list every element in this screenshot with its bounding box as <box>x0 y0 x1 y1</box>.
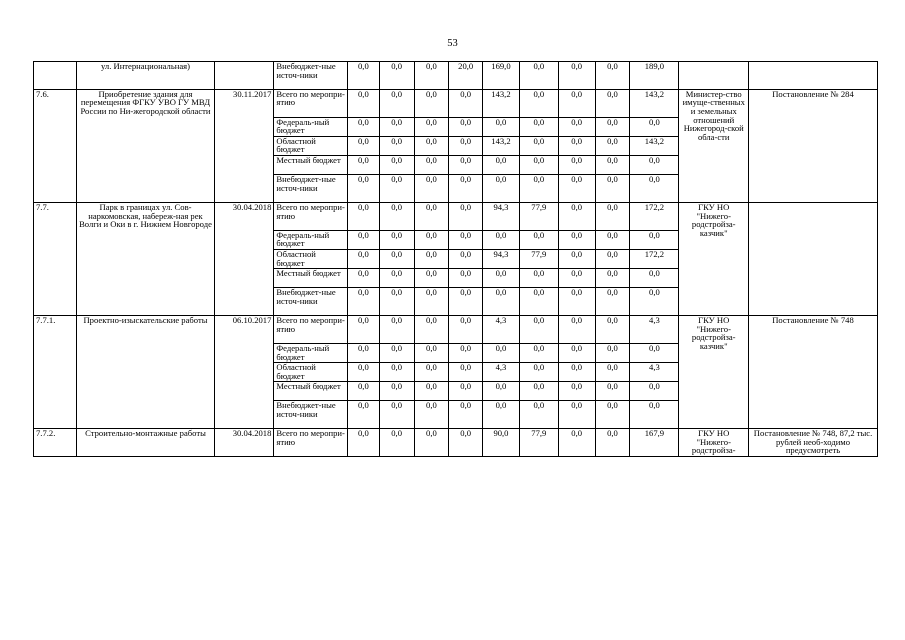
value-cell: 0,0 <box>519 382 558 401</box>
value-cell: 0,0 <box>449 401 483 429</box>
value-cell: 0,0 <box>348 155 380 174</box>
value-cell: 0,0 <box>379 89 414 117</box>
value-cell: 0,0 <box>449 363 483 382</box>
value-cell: 0,0 <box>379 288 414 316</box>
value-cell: 0,0 <box>414 155 449 174</box>
value-cell: 0,0 <box>414 117 449 136</box>
value-cell: 0,0 <box>348 316 380 344</box>
value-cell: 0,0 <box>449 288 483 316</box>
item-date <box>215 62 274 90</box>
value-cell: 0,0 <box>630 155 679 174</box>
value-cell: 0,0 <box>414 62 449 90</box>
value-cell: 0,0 <box>348 249 380 268</box>
value-cell: 0,0 <box>483 155 520 174</box>
value-cell: 172,2 <box>630 202 679 230</box>
value-cell: 0,0 <box>630 269 679 288</box>
value-cell: 0,0 <box>595 175 630 203</box>
table-row <box>34 89 878 117</box>
value-cell: 0,0 <box>558 249 595 268</box>
value-cell: 0,0 <box>630 230 679 249</box>
value-cell: 0,0 <box>558 202 595 230</box>
value-cell: 0,0 <box>379 343 414 362</box>
value-cell: 20,0 <box>449 62 483 90</box>
funding-source: Всего по меропри-ятию <box>274 202 348 230</box>
value-cell: 143,2 <box>630 136 679 155</box>
value-cell: 0,0 <box>519 343 558 362</box>
value-cell: 0,0 <box>483 230 520 249</box>
value-cell: 0,0 <box>558 62 595 90</box>
value-cell: 0,0 <box>630 382 679 401</box>
value-cell: 0,0 <box>595 230 630 249</box>
item-date: 30.04.2018 <box>215 429 274 457</box>
value-cell: 4,3 <box>483 363 520 382</box>
value-cell: 0,0 <box>483 175 520 203</box>
item-number <box>34 62 77 90</box>
value-cell: 0,0 <box>449 175 483 203</box>
value-cell: 0,0 <box>519 175 558 203</box>
value-cell: 0,0 <box>379 249 414 268</box>
value-cell: 0,0 <box>379 316 414 344</box>
value-cell: 0,0 <box>414 175 449 203</box>
value-cell: 0,0 <box>519 155 558 174</box>
value-cell: 0,0 <box>519 363 558 382</box>
value-cell: 0,0 <box>519 316 558 344</box>
value-cell: 0,0 <box>483 288 520 316</box>
value-cell: 0,0 <box>379 175 414 203</box>
table-row <box>34 429 878 457</box>
value-cell: 0,0 <box>519 117 558 136</box>
funding-source: Местный бюджет <box>274 382 348 401</box>
value-cell: 0,0 <box>595 316 630 344</box>
document-ref: Постановление № 748 <box>749 316 878 429</box>
executor: Министер-ство имуще-ственных и земельных отношений Нижегород-ской обла-сти <box>679 89 749 202</box>
value-cell: 0,0 <box>630 175 679 203</box>
value-cell: 0,0 <box>379 62 414 90</box>
value-cell: 0,0 <box>483 343 520 362</box>
value-cell: 0,0 <box>414 343 449 362</box>
value-cell: 0,0 <box>379 429 414 457</box>
value-cell: 0,0 <box>595 363 630 382</box>
item-name: ул. Интернациональная) <box>76 62 214 90</box>
value-cell: 0,0 <box>630 117 679 136</box>
value-cell: 0,0 <box>595 62 630 90</box>
value-cell: 77,9 <box>519 249 558 268</box>
value-cell: 0,0 <box>519 269 558 288</box>
executor: ГКУ НО "Нижего-родстройза-казчик" <box>679 316 749 429</box>
value-cell: 0,0 <box>449 230 483 249</box>
value-cell: 0,0 <box>414 401 449 429</box>
value-cell: 0,0 <box>519 136 558 155</box>
value-cell: 0,0 <box>449 117 483 136</box>
value-cell: 169,0 <box>483 62 520 90</box>
value-cell: 0,0 <box>449 249 483 268</box>
value-cell: 4,3 <box>630 363 679 382</box>
executor <box>679 62 749 90</box>
funding-source: Местный бюджет <box>274 269 348 288</box>
value-cell: 0,0 <box>519 401 558 429</box>
value-cell: 0,0 <box>449 429 483 457</box>
item-number: 7.7. <box>34 202 77 315</box>
value-cell: 167,9 <box>630 429 679 457</box>
value-cell: 0,0 <box>595 155 630 174</box>
item-number: 7.7.1. <box>34 316 77 429</box>
value-cell: 0,0 <box>348 363 380 382</box>
value-cell: 0,0 <box>379 202 414 230</box>
funding-source: Областной бюджет <box>274 363 348 382</box>
item-date: 30.11.2017 <box>215 89 274 202</box>
value-cell: 0,0 <box>379 136 414 155</box>
item-name: Парк в границах ул. Сов-наркомовская, набереж-ная рек Волги и Оки в г. Нижнем Новгороде <box>76 202 214 315</box>
value-cell: 0,0 <box>414 429 449 457</box>
value-cell: 0,0 <box>414 316 449 344</box>
value-cell: 0,0 <box>519 89 558 117</box>
value-cell: 0,0 <box>558 429 595 457</box>
table-row <box>34 316 878 344</box>
value-cell: 0,0 <box>558 269 595 288</box>
funding-source: Внебюджет-ные источ-ники <box>274 288 348 316</box>
value-cell: 0,0 <box>379 230 414 249</box>
value-cell: 94,3 <box>483 202 520 230</box>
item-number: 7.7.2. <box>34 429 77 457</box>
value-cell: 0,0 <box>449 202 483 230</box>
executor: ГКУ НО "Нижего-родстройза- <box>679 429 749 457</box>
value-cell: 0,0 <box>595 343 630 362</box>
value-cell: 0,0 <box>595 269 630 288</box>
value-cell: 0,0 <box>558 117 595 136</box>
item-name: Приобретение здания для перемещения ФГКУ УВО ГУ МВД России по Ни-жегородской области <box>76 89 214 202</box>
value-cell: 0,0 <box>414 202 449 230</box>
value-cell: 0,0 <box>379 269 414 288</box>
value-cell: 0,0 <box>595 249 630 268</box>
funding-source: Федераль-ный бюджет <box>274 230 348 249</box>
value-cell: 0,0 <box>449 316 483 344</box>
funding-source: Областной бюджет <box>274 136 348 155</box>
value-cell: 0,0 <box>379 401 414 429</box>
value-cell: 0,0 <box>449 382 483 401</box>
value-cell: 0,0 <box>595 401 630 429</box>
value-cell: 0,0 <box>558 363 595 382</box>
item-number: 7.6. <box>34 89 77 202</box>
value-cell: 0,0 <box>414 249 449 268</box>
value-cell: 0,0 <box>348 202 380 230</box>
funding-source: Всего по меропри-ятию <box>274 89 348 117</box>
document-ref <box>749 202 878 315</box>
value-cell: 0,0 <box>414 288 449 316</box>
item-date: 06.10.2017 <box>215 316 274 429</box>
item-name: Проектно-изыскательские работы <box>76 316 214 429</box>
value-cell: 94,3 <box>483 249 520 268</box>
funding-source: Внебюджет-ные источ-ники <box>274 62 348 90</box>
value-cell: 0,0 <box>558 155 595 174</box>
value-cell: 77,9 <box>519 202 558 230</box>
funding-table <box>33 61 878 457</box>
value-cell: 0,0 <box>483 401 520 429</box>
value-cell: 0,0 <box>449 89 483 117</box>
value-cell: 0,0 <box>595 89 630 117</box>
funding-source: Всего по меропри-ятию <box>274 429 348 457</box>
value-cell: 0,0 <box>449 343 483 362</box>
value-cell: 0,0 <box>483 382 520 401</box>
funding-source: Федераль-ный бюджет <box>274 343 348 362</box>
value-cell: 0,0 <box>348 429 380 457</box>
table-row <box>34 62 878 90</box>
value-cell: 0,0 <box>558 401 595 429</box>
value-cell: 0,0 <box>595 288 630 316</box>
value-cell: 90,0 <box>483 429 520 457</box>
item-name: Строительно-монтажные работы <box>76 429 214 457</box>
value-cell: 0,0 <box>414 89 449 117</box>
value-cell: 0,0 <box>558 382 595 401</box>
value-cell: 0,0 <box>483 269 520 288</box>
funding-source: Местный бюджет <box>274 155 348 174</box>
document-ref: Постановление № 748, 87,2 тыс. рублей необ-ходимо предусмотреть <box>749 429 878 457</box>
value-cell: 0,0 <box>379 155 414 174</box>
value-cell: 0,0 <box>595 202 630 230</box>
value-cell: 0,0 <box>449 155 483 174</box>
value-cell: 0,0 <box>558 89 595 117</box>
value-cell: 0,0 <box>348 343 380 362</box>
value-cell: 143,2 <box>630 89 679 117</box>
value-cell: 172,2 <box>630 249 679 268</box>
value-cell: 0,0 <box>414 363 449 382</box>
value-cell: 0,0 <box>449 269 483 288</box>
item-date: 30.04.2018 <box>215 202 274 315</box>
funding-source: Внебюджет-ные источ-ники <box>274 401 348 429</box>
value-cell: 0,0 <box>595 382 630 401</box>
value-cell: 0,0 <box>348 117 380 136</box>
value-cell: 0,0 <box>348 230 380 249</box>
value-cell: 0,0 <box>595 117 630 136</box>
value-cell: 0,0 <box>414 230 449 249</box>
value-cell: 0,0 <box>348 89 380 117</box>
value-cell: 0,0 <box>519 230 558 249</box>
value-cell: 0,0 <box>348 175 380 203</box>
value-cell: 0,0 <box>348 382 380 401</box>
value-cell: 0,0 <box>595 429 630 457</box>
value-cell: 0,0 <box>449 136 483 155</box>
value-cell: 0,0 <box>348 269 380 288</box>
value-cell: 143,2 <box>483 136 520 155</box>
executor: ГКУ НО "Нижего-родстройза-казчик" <box>679 202 749 315</box>
funding-source: Внебюджет-ные источ-ники <box>274 175 348 203</box>
value-cell: 0,0 <box>558 230 595 249</box>
value-cell: 0,0 <box>379 382 414 401</box>
value-cell: 0,0 <box>558 288 595 316</box>
value-cell: 0,0 <box>348 401 380 429</box>
value-cell: 143,2 <box>483 89 520 117</box>
value-cell: 4,3 <box>483 316 520 344</box>
document-ref <box>749 62 878 90</box>
table-row <box>34 202 878 230</box>
document-ref: Постановление № 284 <box>749 89 878 202</box>
funding-source: Областной бюджет <box>274 249 348 268</box>
value-cell: 0,0 <box>595 136 630 155</box>
page-number: 53 <box>447 38 458 49</box>
value-cell: 0,0 <box>630 343 679 362</box>
value-cell: 0,0 <box>519 288 558 316</box>
value-cell: 0,0 <box>379 363 414 382</box>
value-cell: 0,0 <box>630 288 679 316</box>
value-cell: 0,0 <box>379 117 414 136</box>
value-cell: 0,0 <box>558 343 595 362</box>
value-cell: 4,3 <box>630 316 679 344</box>
funding-source: Всего по меропри-ятию <box>274 316 348 344</box>
value-cell: 0,0 <box>414 136 449 155</box>
value-cell: 0,0 <box>558 136 595 155</box>
value-cell: 0,0 <box>630 401 679 429</box>
value-cell: 0,0 <box>519 62 558 90</box>
value-cell: 0,0 <box>348 136 380 155</box>
value-cell: 77,9 <box>519 429 558 457</box>
value-cell: 0,0 <box>558 175 595 203</box>
value-cell: 0,0 <box>414 269 449 288</box>
funding-source: Федераль-ный бюджет <box>274 117 348 136</box>
value-cell: 0,0 <box>483 117 520 136</box>
value-cell: 189,0 <box>630 62 679 90</box>
value-cell: 0,0 <box>348 62 380 90</box>
value-cell: 0,0 <box>414 382 449 401</box>
value-cell: 0,0 <box>558 316 595 344</box>
value-cell: 0,0 <box>348 288 380 316</box>
